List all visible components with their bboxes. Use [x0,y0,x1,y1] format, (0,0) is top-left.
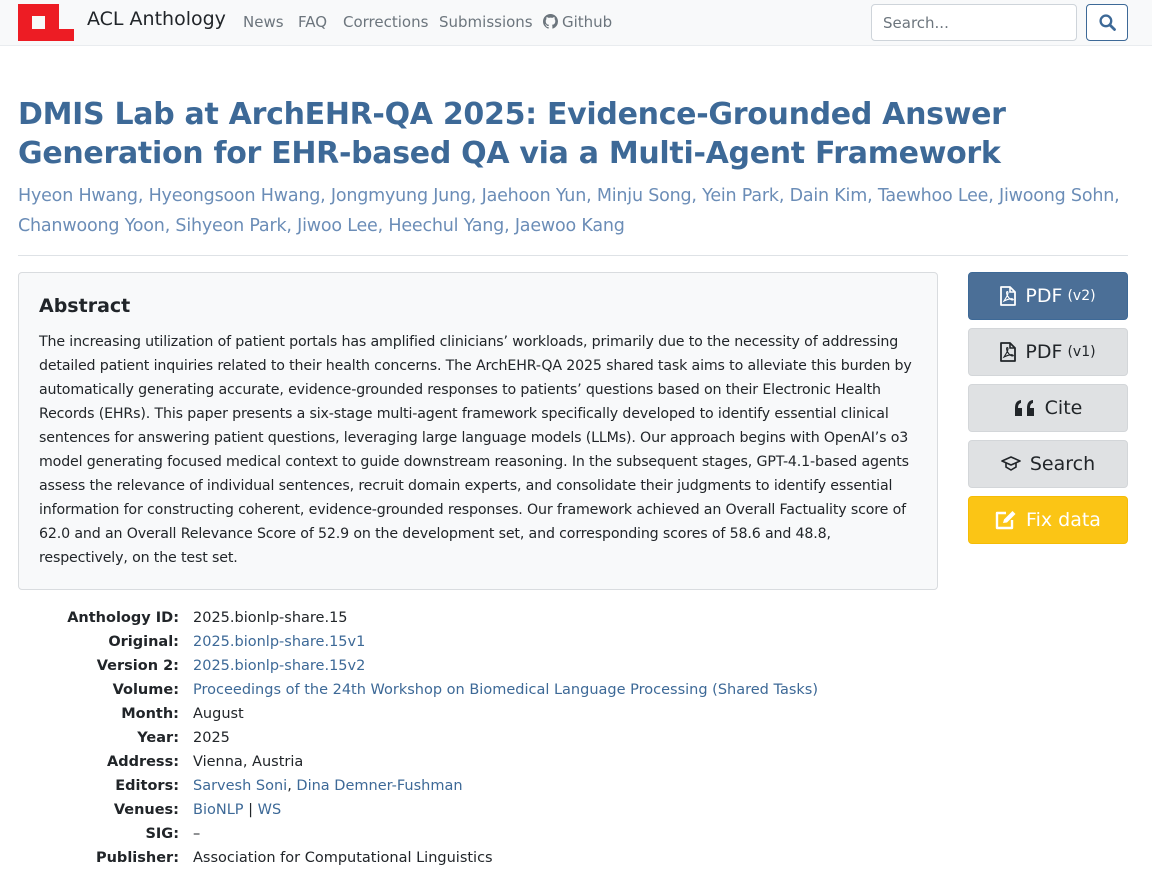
year-value: 2025 [193,730,230,746]
author-link[interactable]: Jiwoong Sohn [999,186,1115,206]
meta-key: Month: [121,706,179,722]
scholar-icon [1001,455,1021,473]
author-link[interactable]: Taewhoo Lee [877,186,989,206]
fix-data-label: Fix data [1026,509,1101,531]
meta-row-original [18,630,918,654]
address-value: Vienna, Austria [193,754,304,770]
author-link[interactable]: Jiwoo Lee [297,216,378,236]
pdf-v2-button[interactable] [968,272,1128,320]
pdf-v2-label: PDF [1025,285,1063,307]
meta-key: Venues: [113,802,179,818]
edit-icon [995,510,1017,530]
author-link[interactable]: Jaewoo Kang [514,216,625,236]
divider [18,255,1128,256]
author-link[interactable]: Yein Park [702,186,779,206]
meta-key: SIG: [145,826,179,842]
anthology-id-value: 2025.bionlp-share.15 [193,610,348,626]
volume-link[interactable]: Proceedings of the 24th Workshop on Biomedical Language Processing (Shared Tasks) [193,682,818,698]
top-navbar [0,0,1152,46]
meta-key: Volume: [112,682,179,698]
metadata-table [18,606,918,870]
venue-link[interactable]: WS [257,802,282,818]
sig-value: – [193,826,201,842]
meta-key: Address: [106,754,179,770]
pdf-v2-tag: (v2) [1067,288,1096,304]
nav-news[interactable]: News [243,13,284,31]
author-link[interactable]: Jongmyung Jung [330,186,471,206]
meta-row-year [18,726,918,750]
cite-label: Cite [1044,397,1083,419]
author-link[interactable]: Hyeon Hwang [18,186,138,206]
pdf-v1-label: PDF [1025,341,1063,363]
author-link[interactable]: Hyeongsoon Hwang [148,186,321,206]
original-version-link[interactable]: 2025.bionlp-share.15v1 [193,634,366,650]
magnifier-icon [1099,14,1116,31]
brand-name[interactable]: ACL Anthology [87,8,226,30]
editor-link[interactable]: Sarvesh Soni [193,778,288,794]
nav-github[interactable] [543,13,612,31]
search-paper-button[interactable] [968,440,1128,488]
meta-row-venues: Venues: BioNLP | WS [18,798,918,822]
pdf-v1-button[interactable] [968,328,1128,376]
author-list: Hyeon Hwang, Hyeongsoon Hwang, Jongmyung Jung, Jaehoon Yun, Minju Song, Yein Park, Dain Kim, Taewhoo Lee, Jiwoong Sohn, Chanwoong Yoon, Sihyeon Park, Jiwoo Lee, Heechul Yang, Jaewoo Kang [18,186,1120,236]
file-pdf-icon [1000,286,1016,306]
nav-github-label: Github [562,13,613,31]
month-value: August [193,706,244,722]
search-label: Search [1029,453,1096,475]
github-icon [543,14,558,29]
meta-key: Original: [108,634,179,650]
author-link[interactable]: Chanwoong Yoon [18,216,165,236]
pdf-v1-tag: (v1) [1067,344,1096,360]
meta-row-version2 [18,654,918,678]
file-pdf-icon [1000,342,1016,362]
abstract-text: The increasing utilization of patient portals has amplified clinicians’ workloads, primarily due to the necessity of addressing detailed patient inquiries related to their health concerns. The ArchEHR-QA 2025 shared task aims to alleviate this burden by automatically generating accurate, evidence-grounded responses to patients’ questions based on their Electronic Health Records (EHRs). This paper presents a six-stage multi-agent framework specifically developed to identify essential clinical sentences for answering patient questions, leveraging large language models (LLMs). Our approach begins with OpenAI’s o3 model generating focused medical context to guide downstream reasoning. In the subsequent stages, GPT-4.1-based agents assess the relevance of individual sentences, recruit domain experts, and consolidate their judgments to identify essential information for constructing coherent, evidence-grounded responses. Our framework achieved an Overall Factuality score of 62.0 and an Overall Relevance Score of 52.9 on the development set, and corresponding scores of 58.6 and 48.8, respectively, on the test set. [39,334,912,566]
author-link[interactable]: Jaehoon Yun [481,186,587,206]
author-link[interactable]: Heechul Yang [388,216,505,236]
search-input[interactable] [871,4,1077,41]
meta-row-volume [18,678,918,702]
search-submit-button[interactable] [1086,4,1128,41]
meta-row-sig [18,822,918,846]
quote-icon [1014,399,1036,417]
nav-submissions[interactable]: Submissions [439,13,533,31]
meta-key: Anthology ID: [67,610,179,626]
author-link[interactable]: Sihyeon Park [175,216,287,236]
acl-logo[interactable] [18,4,74,41]
meta-row-month [18,702,918,726]
meta-key: Year: [137,730,179,746]
meta-row-anthology-id [18,606,918,630]
meta-row-publisher [18,846,918,870]
nav-corrections[interactable]: Corrections [343,13,429,31]
version2-link[interactable]: 2025.bionlp-share.15v2 [193,658,366,674]
meta-key: Publisher: [95,850,179,866]
venue-link[interactable]: BioNLP [193,802,244,818]
cite-button[interactable] [968,384,1128,432]
abstract-heading: Abstract [39,295,131,317]
meta-row-address [18,750,918,774]
fix-data-button[interactable] [968,496,1128,544]
author-link[interactable]: Minju Song [596,186,692,206]
nav-faq[interactable]: FAQ [298,13,328,31]
paper-title: DMIS Lab at ArchEHR-QA 2025: Evidence-Grounded Answer Generation for EHR-based QA via a Multi-Agent Framework [18,97,1006,171]
publisher-value: Association for Computational Linguistics [193,850,493,866]
meta-key: Editors: [115,778,179,794]
author-link[interactable]: Dain Kim [789,186,868,206]
meta-key: Version 2: [96,658,179,674]
abstract-card [18,272,938,590]
meta-row-editors: Editors: Sarvesh Soni, Dina Demner-Fushman [18,774,918,798]
editor-link[interactable]: Dina Demner-Fushman [296,778,463,794]
